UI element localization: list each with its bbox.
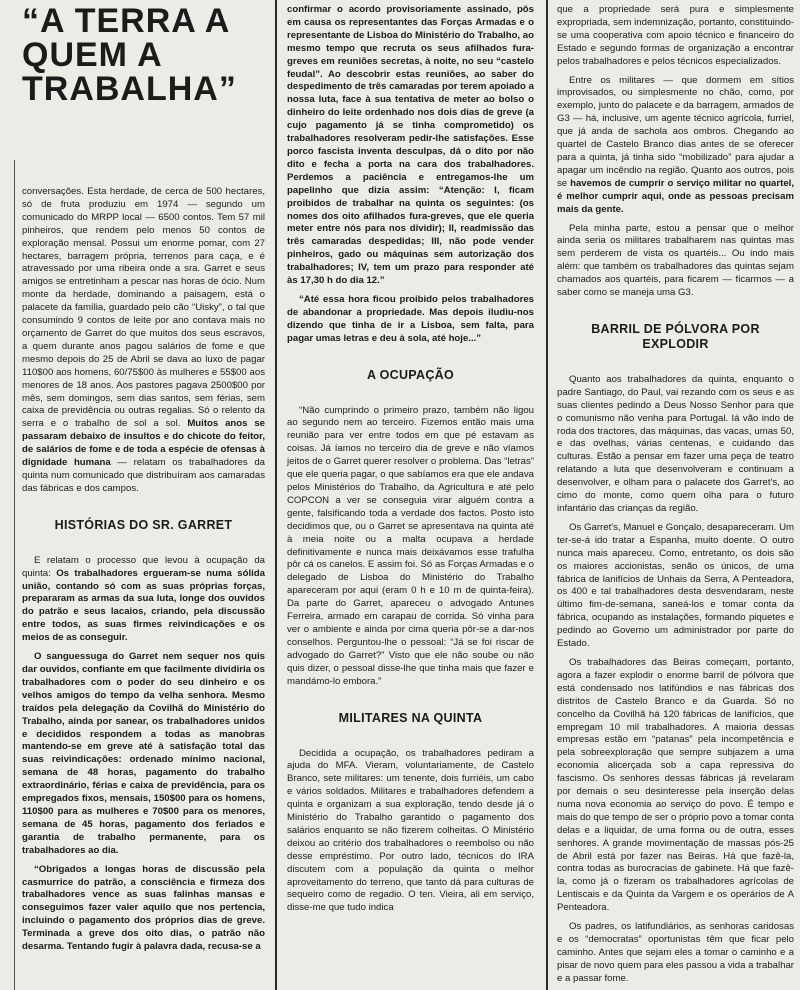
subheading-historias: HISTÓRIAS DO SR. GARRET: [54, 517, 233, 532]
paragraph: que a propriedade será pura e simplesmente expropriada, sem indemnização, portanto, constituindo-se uma cooperativa com apoio técnico e financeiro do Estado e segundo formas de organização a encontrar pelos trabalhadores e pelos técnicos especializados.: [557, 4, 794, 67]
subheading-militares: MILITARES NA QUINTA: [338, 710, 483, 725]
text-run-bold: Os trabalhadores ergueram-se numa sólida união, contando só com as suas próprias forças, prepararam as armas da sua luta, longe dos ouvidos do patrão e seus lacaios, criando, pela discussão entre todos, as suas firmes reivindicações e os meios de as conseguir.: [22, 567, 265, 644]
paragraph: O sanguessuga do Garret nem sequer nos quis dar ouvidos, confiante em que facilmente dividiria os trabalhadores com o poder do seu dinheiro e os velhos amigos do tempo da velha senhora. Mesmo traídos pela delegação da Covilhã do Ministério do Trabalho, ainda por sanear, os trabalhadores unidos e decididos respondem a todas as manobras mantendo-se em greve até à satisfação total das suas reivindicações: ordenado mínimo nacional, semana de 48 horas, pagamento do trabalho extraordinário, férias e caixa de previdência, para os empregados fixos, mensais, 150$00 para os homens, 110$00 para as mulheres e 70$00 para os menores, semana de 45 horas, pagamento dos feriados e garantia de trabalho permanente, para os trabalhadores ao dia.: [22, 651, 265, 856]
text-run: E relatam o processo que levou à ocupação da quinta:: [22, 554, 265, 579]
paragraph: Pela minha parte, estou a pensar que o melhor ainda seria os militares trabalharem nas quintas mas sem perderem de vista os quartéis... Ou indo mais além: que também os trabalhadores das quintas sejam chamados aos quartéis, para ficarem — ficarmos — a saber como se maneja uma G3.: [557, 222, 794, 299]
text-run: — relatam os trabalhadores da quinta num comunicado que distribuíram aos camaradas das fábricas e dos campos.: [22, 457, 265, 494]
paragraph: “Até essa hora ficou proibido pelos trabalhadores de abandonar a propriedade. Mas depois iludiu-nos dizendo que tinha de ir a Lisboa, sem falta, para pagar umas letras e deu à sola, até hoje...”: [287, 293, 534, 344]
paragraph: Os trabalhadores das Beiras começam, portanto, agora a fazer explodir o enorme barril de pólvora que está condensado nos latifúndios e nas fábricas dos distritos de Castelo Branco e da Guarda. Só no concelho da Covilhã há 120 fábricas de lanifícios, que empregam 10 mil trabalhadores. A maioria dessas empresas estão em “patanas” pela incompetência e pela sobreexploração que sempre subjazem a uma economia alicerçada sob a capa repressiva do fascismo. Os senhores dessas fábricas já revelaram por demais o seu desinteresse pela inserção delas numa nova economia ao serviço do povo. É tempo e mais do que tempo de ser o próprio povo a tomar conta delas e a liquidar, de uma forma ou de outra, esses senhores. A grande movimentação de massas pós-25 de Abril está por fazer nas Beiras. Há que fazê-la, contra todas as burocracias de gabinete. Há que fazê-la, como já o fizeram os trabalhadores agrícolas de Lentiscais e da Quinta da Vargem e os operários de A Penteadora.: [557, 656, 794, 914]
paragraph: [557, 75, 794, 217]
paragraph: “Não cumprindo o primeiro prazo, também não ligou ao segundo nem ao terceiro. Fizemos então mais uma reunião para ver entre todos em que pé estavam as coisas. Já íamos no terceiro dia de greve e não víamos jeitos de o Garret querer resolver o problema. Das “letras” que ele queria pagar, o que sabíamos era que ele andava pelos Ministérios do Trabalho, da Agricultura e até pelo COPCON a ver se conseguia virar alguém contra a gente, falsificando toda a verdade dos factos. Posto isto decidimos que, ou o Garret se apresentava na quinta até à meia noite ou a malta ocupava a herdade definitivamente e nunca mais deixávamos esse trafulha pôr cá os canelos. E assim foi. Só as Forças Armadas e o delegado de Lisboa do Ministério do Trabalho apareceram por aqui (eram 0 h e 10 m de quinta-feira). Da parte do Garret, apareceu o advogado Antunes Ferreira, armado em carapau de corrida. Só vinha para ver o ambiente e ainda por cima queria pôr-se a dar-nos conselhos. Perguntou-lhe o pessoal: “Já se foi riscar de advogado do Garret?” Visto que ele não soube ou não quis dizer, o pessoal disse-lhe que tinha mais que fazer e mandámo-lo embora.”: [287, 404, 534, 687]
column-2: [287, 4, 534, 990]
paragraph: Os padres, os latifundiários, as senhoras caridosas e os “democratas” oportunistas têm que ficar pelo caminho. Antes que sejam eles a tomar o caminho e a pisar de novo quem para eles passou a vida a trabalhar e a passar fome.: [557, 921, 794, 984]
text-run-bold: Muitos anos se passaram debaixo de insultos e do chicote do feitor, de salários de fome e de toda a espécie de ofensas à dignidade humana: [22, 418, 265, 469]
paragraph: [22, 555, 265, 645]
text-run: conversações. Esta herdade, de cerca de 500 hectares, só de fruta produziu em 1974 — segundo um comunicado do MRPP local — 6500 contos. Tem 57 mil pinheiros, que rendem pelo menos 50 contos de exploração mensal. Possui um enorme pomar, com 27 hectares, barragem própria, terrenos para caça, e é atravessado por uma ribeira onde a sra. Garret e seus amigos se entretinham a pescar nas horas de ócio. Num monte da herdade, dominando a paisagem, está o palacete da família, guardado pelo cão “Uisky”, o tal que consumindo 9 contos de leite por ano contava mais no orçamento de Garret do que muitos dos seus escravos, a quem durante anos pagou salários de fome e que mesmo depois do 25 de Abril se dava ao luxo de pagar 110$00 aos homens, 60/75$00 às mulheres e 55$00 aos menores de 18 anos. Aos pastores pagava 2500$00 por mês, sem domingos, sem dias santos, sem férias, sem caixa de previdência ou outras regalias. Só o relento da serra e o trabalho de sol a sol.: [22, 186, 265, 430]
text-run: Entre os militares — que dormem em sítios improvisados, ou simplesmente no chão, como, por exemplo, junto do palacete e da barragem, armados de G3 — há, inclusive, um agente técnico agrícola, furriel, que já anda de sachola aos ombros. Chegando ao quartel de Castelo Branco dias antes de se oferecer para a quinta, já tinha sido “mobilizado” para ajudar a apagar um incêndio na região. Quanto aos outros, pois se: [557, 74, 794, 189]
text-run-bold: havemos de cumprir o serviço militar no quartel, é melhor cumprir aqui, onde as pessoas precisam mais da gente.: [557, 177, 794, 215]
paragraph: [22, 186, 265, 496]
subheading-barril: BARRIL DE PÓLVORA POR EXPLODIR: [591, 321, 760, 351]
article-headline: “A TERRA A QUEM A TRABALHA”: [22, 2, 237, 108]
subheading-ocupacao: A OCUPAÇÃO: [366, 367, 455, 382]
paragraph: Quanto aos trabalhadores da quinta, enquanto o padre Santiago, do Paul, vai rezando com os seus e as suas clientes pedindo a Deus Nosso Senhor para que o comunismo não venha para Portugal. Iá vão indo de roda dos tractores, das máquinas, das vacas, umas 50, e das ovelhas, várias centenas, e cuidando das culturas. Estão a pensar em fazer uma peça de teatro relatando a luta que desenvolveram e continuam a desenvolver, e olham para o palacete dos Garret's, ao cimo do monte, como quem olha para o futuro infantário das crianças da região.: [557, 373, 794, 514]
column-divider-left: [275, 0, 277, 990]
paragraph: Os Garret's, Manuel e Gonçalo, desapareceram. Um ter-se-á ido tratar a Espanha, muito doente. O outro nunca mais apareceu. Como, entretanto, os dois são os maiores accionistas, senão os únicos, de uma fábrica de lanifícios de Unhais da Serra, A Penteadora, os 400 e tal trabalhadores desta desvendaram, neste último fim-de-semana, saneá-los e tomar conta da fábrica, ocupando as instalações, formando piquetes e pedindo ao Governo um administrador por parte do Estado.: [557, 521, 794, 650]
column-3: [557, 4, 794, 990]
column-1: [22, 186, 265, 990]
column-divider-right: [546, 0, 548, 990]
left-margin-rule: [14, 160, 15, 990]
paragraph: confirmar o acordo provisoriamente assinado, pôs em causa os representantes das Forças Armadas e o representante de Lisboa do Ministério do Trabalho, ao mesmo tempo que recruta os seus afilhados fura-greves em reuniões secretas, à noite, no seu “castelo feudal”. Ao descobrir estas reuniões, ao saber do despedimento de três camaradas por terem apoiado a nossa luta, face à sua tentativa de meter ao bolso o dinheiro do leite ordenhado nos dois dias de greve (a cujo pagamento já se tinha comprometido) os trabalhadores resolveram pedir-lhe satisfações. Esse porco fascista inventa desculpas, dá o dito por não dito e fecha a porta na cara dos trabalhadores. Perdemos a paciência e entregamos-lhe um papelinho que dizia assim: “Atenção: I, ficam proibidos de trabalhar na quinta os seguintes: (os nomes dos oito afilhados fura-greves, que ele queria meter entre nós para nos dividir); II, readmissão das três camaradas despedidas; III, não pode vender pinheiros, gado ou máquinas sem autorização dos trabalhadores; IV, tem um prazo para responder até às 17,30 h do dia 12.”: [287, 4, 534, 287]
paragraph: Decidida a ocupação, os trabalhadores pediram a ajuda do MFA. Vieram, voluntariamente, de Castelo Branco, sete militares: um tenente, dois furriéis, um cabo e vários soldados. Militares e trabalhadores defendem a quinta e organizam a sua exploração, tendo desde já o Ministério do Trabalho garantido o pagamento dos salários enquanto se não fizerem colheitas. O Ministério deixou ao critério dos trabalhadores o reembolso ou não desse empréstimo. Por outro lado, técnicos do IRA discutem com a população da quinta o melhor aproveitamento do terreno, que tanto dá para culturas de sequeiro como de regadio. O ten. Vieira, ali em serviço, disse-me que tudo indica: [287, 747, 534, 914]
paragraph: “Obrigados a longas horas de discussão pela casmurrice do patrão, a consciência e firmeza dos trabalhadores vence as suas falinhas mansas e conseguimos fazer valer aquilo que nos pertencia, incluindo o pagamento dos próprios dias de greve. Terminada a greve dos oito dias, o patrão não desarma. Tentando fugir à palavra dada, recusa-se a: [22, 863, 265, 953]
